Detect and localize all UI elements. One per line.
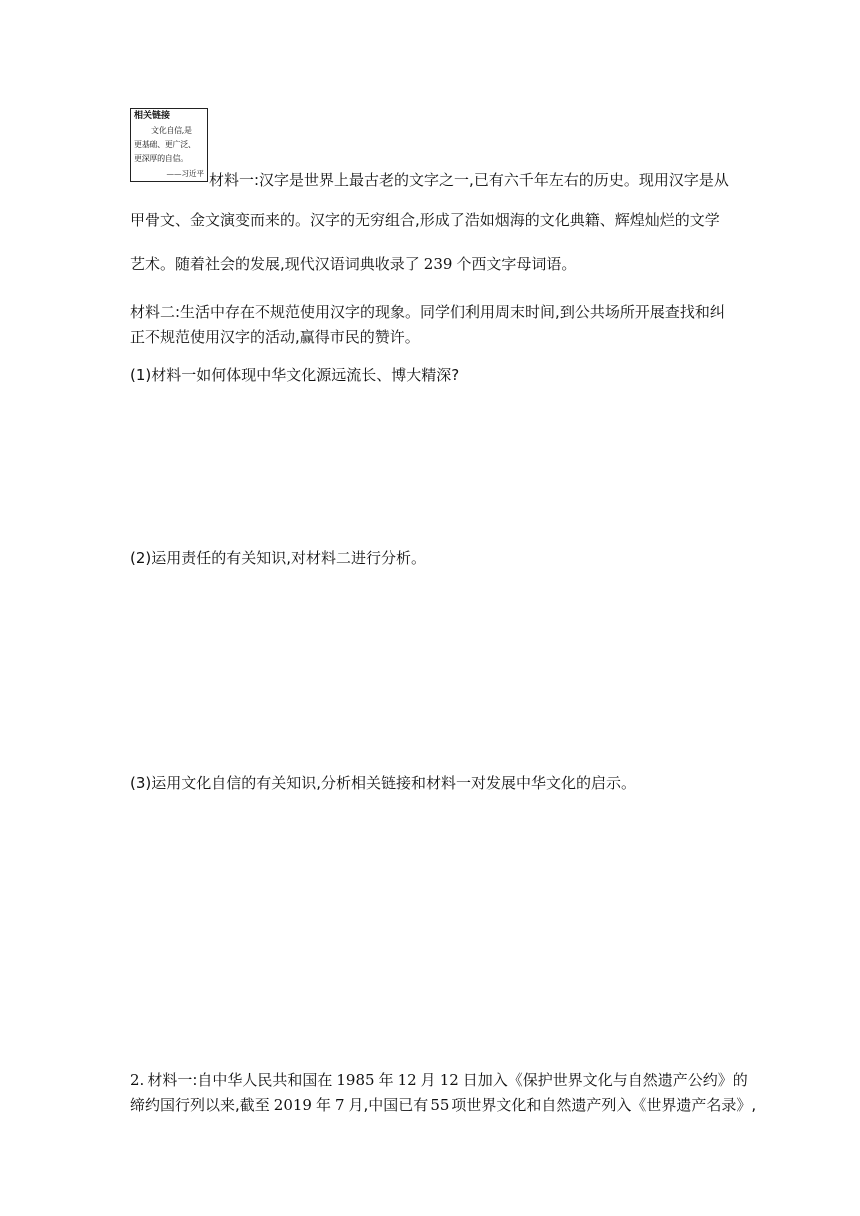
q2-line2-text-c: 月,中国已有	[348, 1096, 429, 1114]
q2-line2-text-b: 年	[315, 1096, 331, 1114]
question-1: (1)材料一如何体现中华文化源远流长、博大精深?	[130, 366, 460, 384]
related-link-quote-line2: 更基础、更广泛、	[134, 140, 196, 149]
q2-line1-text-b: 年	[378, 1071, 394, 1089]
q2-year1: 1985	[336, 1071, 375, 1089]
material1-line3-text-b: 个西文字母词语。	[456, 255, 577, 273]
q2-line2-text-a: 缔约国行列以来,截至	[130, 1096, 270, 1114]
q2-number: 2.	[130, 1071, 145, 1089]
q2-heritage-count: 55	[430, 1096, 450, 1114]
material1-line3	[130, 254, 576, 274]
related-link-title: 相关链接	[134, 111, 171, 121]
q2-line1-text-d: 日加入《保护世界文化与自然遗产公约》的	[462, 1071, 748, 1089]
related-link-quote-line1: 文化自信,是	[151, 126, 192, 135]
material1-line2: 甲骨文、金文演变而来的。汉字的无穷组合,形成了浩如烟海的文化典籍、辉煌灿烂的文学	[130, 211, 720, 229]
q2-year2: 2019	[273, 1096, 312, 1114]
q2-month2: 7	[334, 1096, 345, 1114]
material1-line3-text-a: 艺术。随着社会的发展,现代汉语词典收录了	[130, 255, 420, 273]
question-3: (3)运用文化自信的有关知识,分析相关链接和材料一对发展中华文化的启示。	[130, 774, 637, 792]
q2-line2-text-d: 项世界文化和自然遗产列入《世界遗产名录》,	[451, 1096, 757, 1114]
q2-month1: 12	[397, 1071, 417, 1089]
related-link-quote-line3: 更深厚的自信。	[134, 154, 188, 163]
q2-line2	[130, 1095, 756, 1115]
related-link-box	[130, 108, 208, 182]
material2-line2: 正不规范使用汉字的活动,赢得市民的赞许。	[130, 328, 420, 346]
question-2: (2)运用责任的有关知识,对材料二进行分析。	[130, 549, 427, 567]
dictionary-count: 239	[423, 255, 453, 273]
material2-line1: 材料二:生活中存在不规范使用汉字的现象。同学们利用周末时间,到公共场所开展查找和纠	[130, 303, 725, 321]
q2-day1: 12	[439, 1071, 459, 1089]
related-link-author: ——习近平	[166, 169, 204, 178]
q2-line1-text-c: 月	[420, 1071, 436, 1089]
material1-line1: 材料一:汉字是世界上最古老的文字之一,已有六千年左右的历史。现用汉字是从	[209, 171, 729, 189]
q2-line1	[130, 1070, 748, 1090]
q2-line1-text-a: 材料一:自中华人民共和国在	[147, 1071, 333, 1089]
